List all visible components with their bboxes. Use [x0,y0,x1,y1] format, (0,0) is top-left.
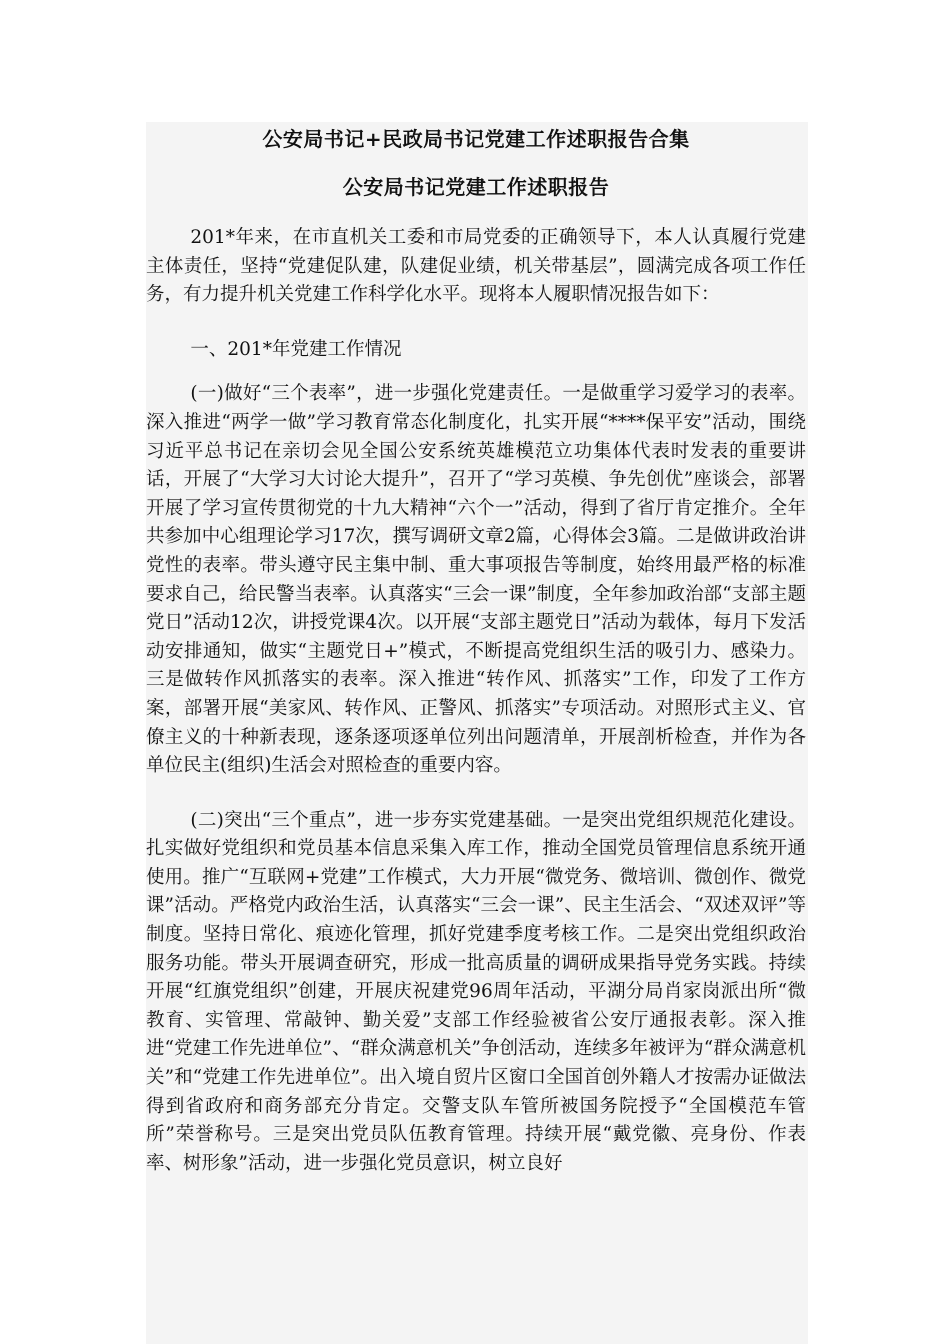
paragraph-item-two: (二)突出“三个重点”，进一步夯实党建基础。一是突出党组织规范化建设。扎实做好党组织和党员基本信息采集入库工作，推动全国党员管理信息系统开通使用。推广“互联网+党建”工作模式，大力开展“微党务、微培训、微创作、微党课”活动。严格党内政治生活，认真落实“三会一课”、民主生活会、“双述双评”等制度。坚持日常化、痕迹化管理，抓好党建季度考核工作。二是突出党组织政治服务功能。带头开展调查研究，形成一批高质量的调研成果指导党务实践。持续开展“红旗党组织”创建，开展庆祝建党96周年活动，平湖分局肖家岗派出所“微教育、实管理、常敲钟、勤关爱”支部工作经验被省公安厅通报表彰。深入推进“党建工作先进单位”、“群众满意机关”争创活动，连续多年被评为“群众满意机关”和“党建工作先进单位”。出入境自贸片区窗口全国首创外籍人才按需办证做法得到省政府和商务部充分肯定。交警支队车管所被国务院授予“全国模范车管所”荣誉称号。三是突出党员队伍教育管理。持续开展“戴党徽、亮身份、作表率、树形象”活动，进一步强化党员意识，树立良好 [146,809,806,1174]
section-heading: 一、201*年党建工作情况 [190,338,402,360]
report-subtitle: 公安局书记党建工作述职报告 [342,175,610,199]
document-body [146,120,806,1178]
intro-paragraph: 201*年来，在市直机关工委和市局党委的正确领导下，本人认真履行党建主体责任，坚持“党建促队建，队建促业绩，机关带基层”，圆满完成各项工作任务，有力提升机关党建工作科学化水平。现将本人履职情况报告如下： [146,227,806,306]
document-title: 公安局书记+民政局书记党建工作述职报告合集 [262,127,690,151]
paragraph-item-one: (一)做好“三个表率”，进一步强化党建责任。一是做重学习爱学习的表率。深入推进“两学一做”学习教育常态化制度化，扎实开展“****保平安”活动，围绕习近平总书记在亲切会见全国公安系统英雄模范立功集体代表时发表的重要讲话，开展了“大学习大讨论大提升”，召开了“学习英模、争先创优”座谈会，部署开展了学习宣传贯彻党的十九大精神“六个一”活动，得到了省厅肯定推介。全年共参加中心组理论学习17次，撰写调研文章2篇，心得体会3篇。二是做讲政治讲党性的表率。带头遵守民主集中制、重大事项报告等制度，始终用最严格的标准要求自己，给民警当表率。认真落实“三会一课”制度，全年参加政治部“支部主题党日”活动12次，讲授党课4次。以开展“支部主题党日”活动为载体，每月下发活动安排通知，做实“主题党日+”模式，不断提高党组织生活的吸引力、感染力。三是做转作风抓落实的表率。深入推进“转作风、抓落实”工作，印发了工作方案，部署开展“美家风、转作风、正警风、抓落实”专项活动。对照形式主义、官僚主义的十种新表现，逐条逐项逐单位列出问题清单，开展剖析检查，并作为各单位民主(组织)生活会对照检查的重要内容。 [146,383,806,777]
